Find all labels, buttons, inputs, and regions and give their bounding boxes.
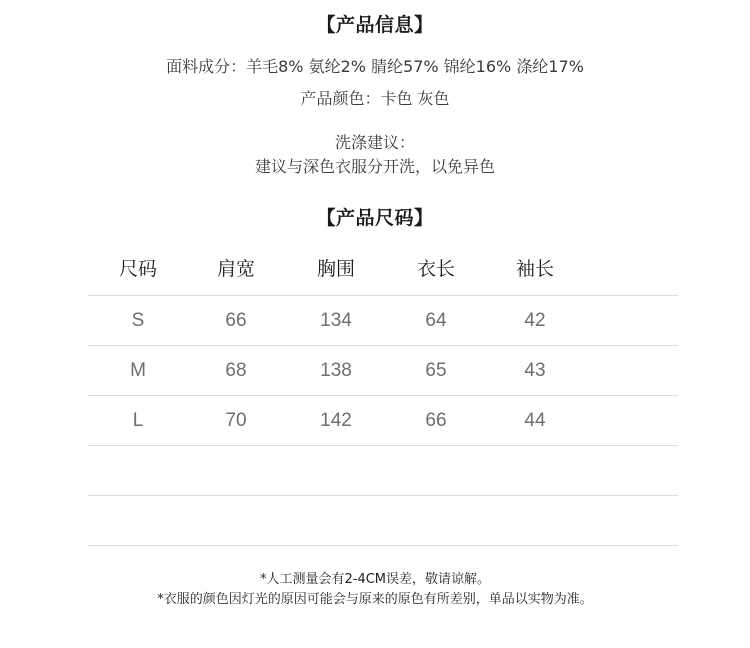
table-cell: 43 <box>524 360 546 381</box>
table-cell: M <box>130 360 146 381</box>
table-cell: L <box>132 410 144 431</box>
table-row <box>88 396 678 446</box>
wash-advice-text: 建议与深色衣服分开洗，以免异色 <box>254 157 495 176</box>
table-row <box>88 296 678 346</box>
table-cell: 66 <box>225 310 247 331</box>
product-info-heading: 【产品信息】 <box>316 14 434 36</box>
size-table-header <box>88 246 678 296</box>
table-cell: 42 <box>524 310 546 331</box>
color-disclaimer-note: *衣服的颜色因灯光的原因可能会与原来的原色有所差别，单品以实物为准。 <box>157 592 593 607</box>
fabric-composition: 面料成分：羊毛8% 氨纶2% 腈纶57% 锦纶16% 涤纶17% <box>166 57 584 76</box>
column-header-length: 衣长 <box>416 258 455 280</box>
table-cell: S <box>131 310 145 331</box>
table-row <box>88 346 678 396</box>
table-cell: 134 <box>320 310 352 331</box>
table-cell: 66 <box>425 410 447 431</box>
table-row-empty <box>88 446 678 496</box>
column-header-sleeve: 袖长 <box>515 258 554 280</box>
column-header-shoulder: 肩宽 <box>216 258 255 280</box>
column-header-chest: 胸围 <box>316 258 355 280</box>
wash-advice-title: 洗涤建议： <box>334 133 415 152</box>
table-cell: 138 <box>320 360 352 381</box>
table-row-empty <box>88 496 678 546</box>
table-cell: 70 <box>225 410 247 431</box>
table-cell: 64 <box>425 310 447 331</box>
table-cell: 68 <box>225 360 247 381</box>
table-cell: 44 <box>524 410 546 431</box>
column-header-size: 尺码 <box>118 258 157 280</box>
measurement-note: *人工测量会有2-4CM误差，敬请谅解。 <box>259 572 491 587</box>
product-color: 产品颜色：卡色 灰色 <box>300 89 450 108</box>
size-section-heading: 【产品尺码】 <box>316 207 434 229</box>
size-table <box>88 246 678 546</box>
table-cell: 142 <box>320 410 352 431</box>
table-cell: 65 <box>425 360 447 381</box>
